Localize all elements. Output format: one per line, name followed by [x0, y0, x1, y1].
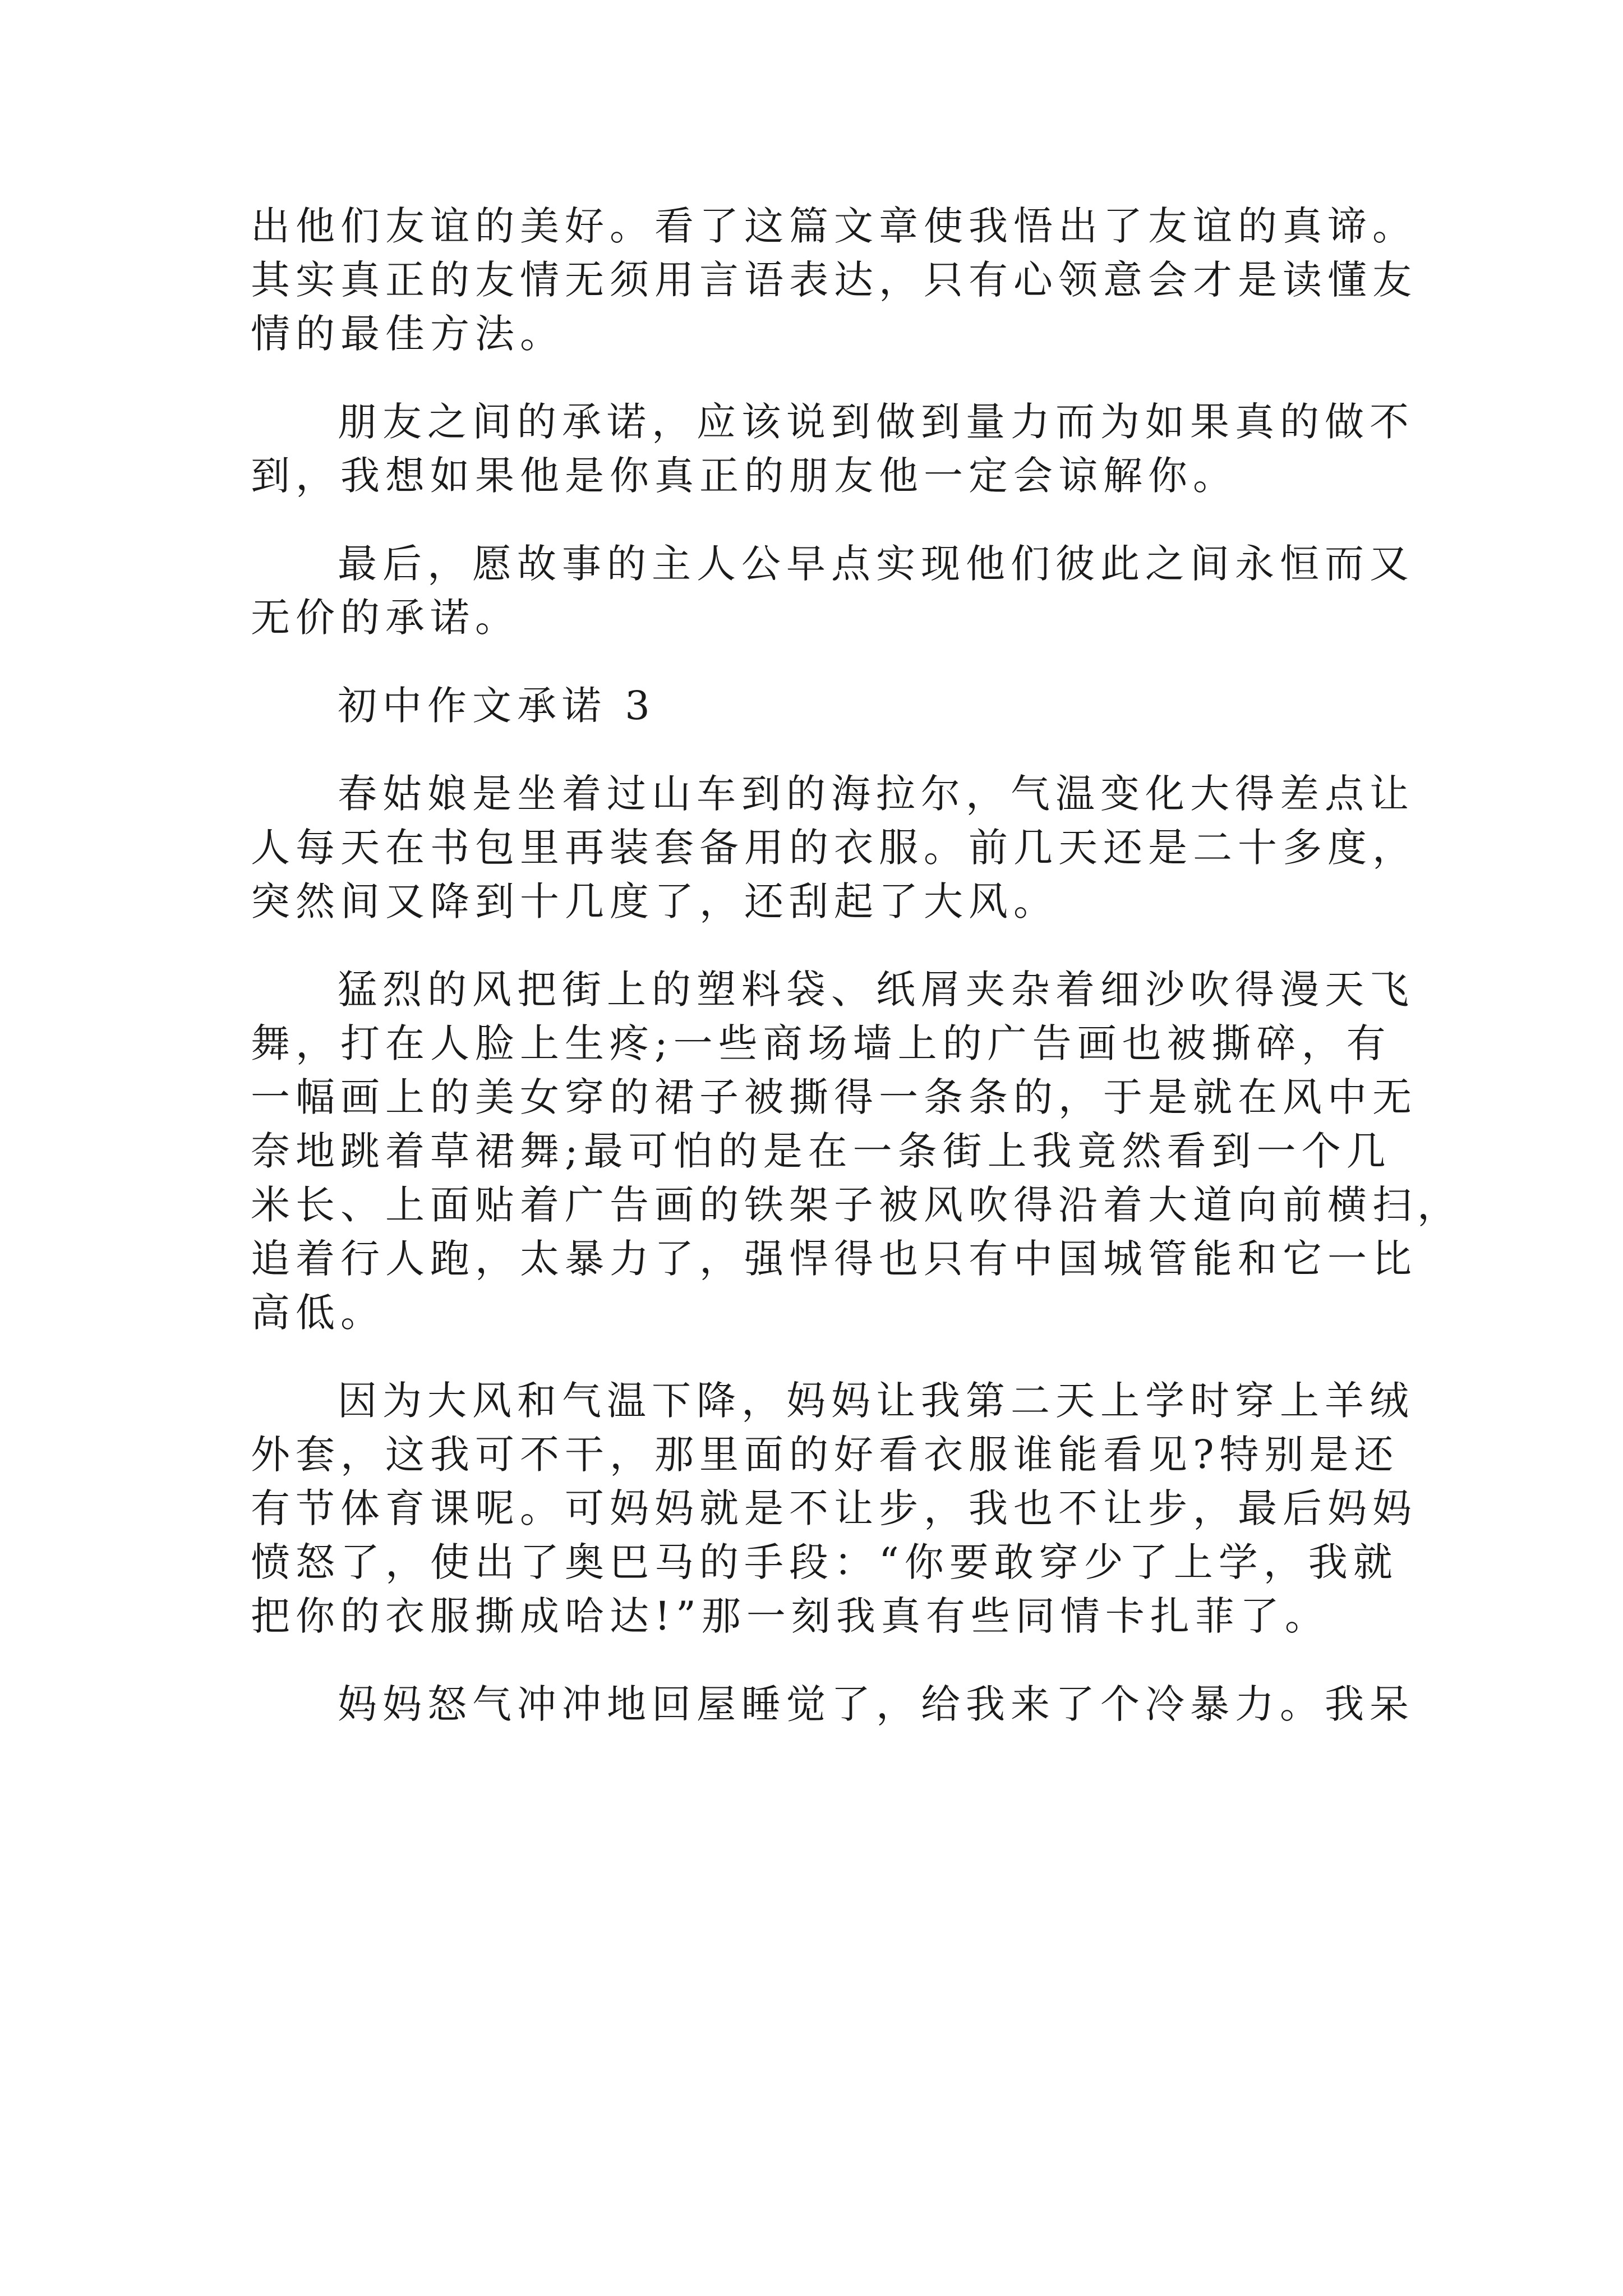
text-line: 突然间又降到十几度了，还刮起了大风。 [251, 878, 1058, 924]
paragraph [251, 1677, 1414, 1731]
text-line: 因为大风和气温下降，妈妈让我第二天上学时穿上羊绒 [338, 1378, 1414, 1424]
text-line: 最后，愿故事的主人公早点实现他们彼此之间永恒而又 [338, 541, 1414, 587]
text-line: 奈地跳着草裙舞;最可怕的是在一条街上我竟然看到一个几 [251, 1128, 1391, 1174]
text-line: 到，我想如果他是你真正的朋友他一定会谅解你。 [251, 453, 1238, 499]
paragraph [251, 537, 1414, 645]
text-line: 有节体育课呢。可妈妈就是不让步，我也不让步，最后妈妈 [251, 1485, 1417, 1531]
text-line: 出他们友谊的美好。看了这篇文章使我悟出了友谊的真谛。 [251, 203, 1417, 249]
text-line: 猛烈的风把街上的塑料袋、纸屑夹杂着细沙吹得漫天飞 [338, 967, 1414, 1013]
paragraph [251, 1374, 1417, 1643]
text-line: 无价的承诺。 [251, 595, 520, 641]
text-line: 人每天在书包里再装套备用的衣服。前几天还是二十多度， [251, 825, 1417, 871]
text-line: 高低。 [251, 1290, 385, 1336]
text-line: 外套，这我可不干，那里面的好看衣服谁能看见?特别是还 [251, 1432, 1399, 1478]
paragraph [251, 963, 1462, 1340]
text-line: 其实真正的友情无须用言语表达，只有心领意会才是读懂友 [251, 257, 1417, 303]
heading-line: 初中作文承诺 3 [338, 683, 656, 729]
text-line: 妈妈怒气冲冲地回屋睡觉了，给我来了个冷暴力。我呆 [338, 1681, 1414, 1727]
text-line: 春姑娘是坐着过山车到的海拉尔，气温变化大得差点让 [338, 771, 1414, 817]
text-line: 米长、上面贴着广告画的铁架子被风吹得沿着大道向前横扫， [251, 1182, 1462, 1228]
text-line: 舞，打在人脸上生疼;一些商场墙上的广告画也被撕碎，有 [251, 1020, 1391, 1066]
text-line: 把你的衣服撕成哈达!”那一刻我真有些同情卡扎菲了。 [251, 1593, 1330, 1639]
text-line: 情的最佳方法。 [251, 311, 565, 357]
text-line: 一幅画上的美女穿的裙子被撕得一条条的，于是就在风中无 [251, 1074, 1417, 1120]
paragraph [251, 199, 1417, 361]
document-body [251, 199, 1462, 1731]
text-line: 愤怒了，使出了奥巴马的手段：“你要敢穿少了上学，我就 [251, 1539, 1398, 1585]
text-line: 追着行人跑，太暴力了，强悍得也只有中国城管能和它一比 [251, 1236, 1417, 1282]
section-heading [251, 679, 1395, 733]
text-line: 朋友之间的承诺，应该说到做到量力而为如果真的做不 [338, 399, 1414, 445]
paragraph [251, 395, 1414, 503]
paragraph [251, 767, 1417, 928]
